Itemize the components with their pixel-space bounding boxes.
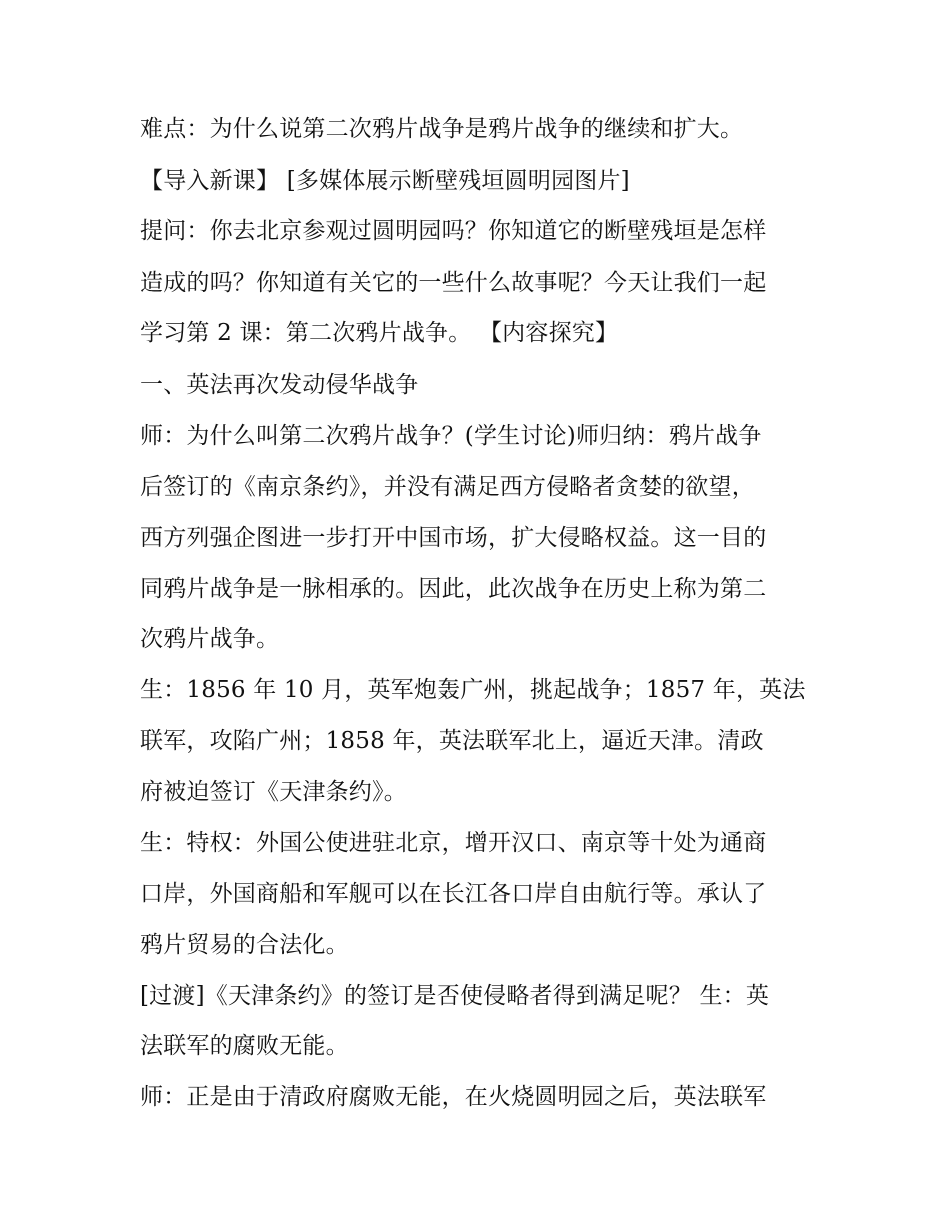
text-line-student-3: 府被迫签订《天津条约》。	[140, 779, 407, 805]
text-line-intro-heading: 【导入新课】 [多媒体展示断壁残垣圆明园图片]	[140, 168, 630, 194]
text-line-transition-1: [过渡]《天津条约》的签订是否使侵略者得到满足呢？ 生：英	[140, 983, 770, 1009]
text-line-transition-2: 法联军的腐败无能。	[140, 1033, 349, 1059]
text-line-teacher-2: 后签订的《南京条约》，并没有满足西方侵略者贪婪的欲望，	[140, 474, 755, 500]
text-line-teacher-3: 西方列强企图进一步打开中国市场，扩大侵略权益。这一目的	[140, 525, 767, 551]
text-line-privileges-3: 鸦片贸易的合法化。	[140, 932, 349, 958]
text-line-teacher-final: 师：正是由于清政府腐败无能，在火烧圆明园之后，英法联军	[140, 1084, 767, 1110]
section-heading-1: 一、英法再次发动侵华战争	[140, 372, 419, 398]
text-line-student-1: 生：1856 年 10 月，英军炮轰广州，挑起战争；1857 年，英法	[140, 677, 806, 703]
text-line-teacher-5: 次鸦片战争。	[140, 626, 280, 652]
text-line-question-2: 造成的吗？你知道有关它的一些什么故事呢？今天让我们一起	[140, 270, 767, 296]
text-line-teacher-4: 同鸦片战争是一脉相承的。因此，此次战争在历史上称为第二	[140, 576, 767, 602]
text-line-difficulty: 难点：为什么说第二次鸦片战争是鸦片战争的继续和扩大。	[140, 116, 744, 142]
text-line-student-2: 联军，攻陷广州；1858 年，英法联军北上，逼近天津。清政	[140, 728, 764, 754]
text-line-privileges-1: 生：特权：外国公使进驻北京，增开汉口、南京等十处为通商	[140, 830, 767, 856]
text-line-lesson-title: 学习第 2 课：第二次鸦片战争。 【内容探究】	[140, 320, 619, 346]
text-line-question-1: 提问：你去北京参观过圆明园吗？你知道它的断壁残垣是怎样	[140, 218, 767, 244]
text-line-privileges-2: 口岸，外国商船和军舰可以在长江各口岸自由航行等。承认了	[140, 881, 767, 907]
text-line-teacher-1: 师：为什么叫第二次鸦片战争？(学生讨论)师归纳：鸦片战争	[140, 423, 762, 449]
